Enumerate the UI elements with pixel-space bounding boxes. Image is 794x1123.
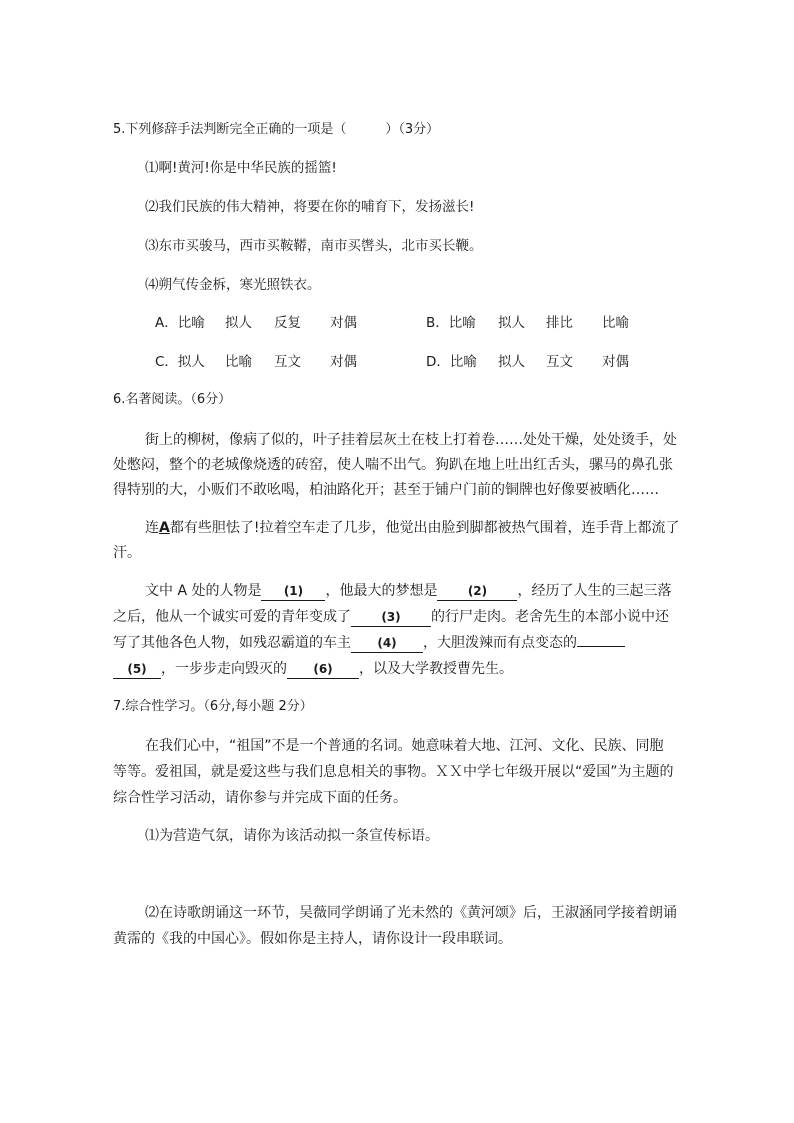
passage2-lead: 连: [145, 520, 159, 536]
fill-text-7: ，大胆泼辣而有点变态的: [423, 635, 577, 651]
option-a-1: A．比喻: [155, 315, 205, 331]
blank-5[interactable]: (5): [113, 661, 161, 679]
q5-item-4: ⑷朔气传金柝，寒光照铁衣。: [145, 277, 321, 293]
option-a-2: 拟人: [225, 315, 252, 331]
q6-passage-line-2: 处憋闷，整个的老城像烧透的砖窑，使人喘不出气。狗趴在地上吐出红舌头，骡马的鼻孔张: [113, 457, 673, 473]
option-c-3: 互文: [274, 354, 301, 370]
fill-text-8: ，一步步走向毁灭的: [161, 661, 287, 677]
q6-fill-line-3: [113, 633, 625, 653]
option-d-2: 拟人: [498, 354, 525, 370]
q6-passage2-line-2: 汗。: [113, 545, 141, 561]
q5-option-b[interactable]: [426, 313, 686, 333]
option-d-3: 互文: [546, 354, 573, 370]
q6-passage2-line-1: [145, 518, 679, 538]
q7-passage-line-1: 在我们心中，“祖国”不是一个普通的名词。她意味着大地、江河、文化、民族、同胞: [145, 738, 664, 754]
fill-text-2: ，他最大的梦想是: [325, 583, 438, 599]
q6-fill-line-4: [113, 659, 513, 679]
blank-5-lead[interactable]: [577, 646, 625, 647]
option-c-4: 对偶: [330, 354, 357, 370]
q5-option-a[interactable]: [155, 313, 415, 333]
blank-4[interactable]: (4): [351, 635, 423, 653]
blank-1[interactable]: (1): [261, 583, 325, 601]
q6-title: 6.名著阅读。（6分）: [113, 392, 232, 407]
option-b-4: 比喻: [602, 315, 629, 331]
option-d-4: 对偶: [602, 354, 629, 370]
q7-passage-line-2: 等等。爱祖国，就是爱这些与我们息息相关的事物。ＸＸ中学七年级开展以“爱国”为主题的: [113, 764, 674, 780]
blank-2[interactable]: (2): [437, 583, 517, 601]
q7-passage-line-3: 综合性学习活动，请你参与并完成下面的任务。: [113, 790, 407, 806]
q6-passage-line-3: 得特别的大，小贩们不敢吆喝，柏油路化开；甚至于铺户门前的铜牌也好像要被晒化……: [113, 482, 659, 498]
option-a-4: 对偶: [330, 315, 357, 331]
option-b-1: B．比喻: [426, 315, 476, 331]
q5-item-2: ⑵我们民族的伟大精神，将要在你的哺育下，发扬滋长!: [145, 199, 475, 215]
q7-title: 7.综合性学习。（6分,每小题 2分）: [113, 699, 313, 714]
option-b-2: 拟人: [498, 315, 525, 331]
q7-subquestion-2-line-1: ⑵在诗歌朗诵这一环节，吴薇同学朗诵了光未然的《黄河颂》后，王淑涵同学接着朗诵: [145, 905, 677, 921]
q6-fill-line-2: [113, 607, 669, 627]
q7-subquestion-2-line-2: 黄霈的《我的中国心》。假如你是主持人，请你设计一段串联词。: [113, 931, 512, 947]
option-a-3: 反复: [274, 315, 301, 331]
q5-item-3: ⑶东市买骏马，西市买鞍鞯，南市买辔头，北市买长鞭。: [145, 238, 483, 254]
option-d-1: D．比喻: [426, 354, 477, 370]
q6-passage-line-1: 街上的柳树，像病了似的，叶子挂着层灰土在枝上打着卷……处处干燥，处处烫手，处: [145, 432, 677, 448]
blank-6[interactable]: (6): [287, 661, 359, 679]
option-c-2: 比喻: [225, 354, 252, 370]
q5-item-1: ⑴啊!黄河!你是中华民族的摇篮!: [145, 160, 337, 176]
q5-option-c[interactable]: [155, 352, 415, 372]
fill-text-9: ，以及大学教授曹先生。: [359, 661, 513, 677]
q7-subquestion-1: ⑴为营造气氛，请你为该活动拟一条宣传标语。: [145, 828, 439, 844]
passage2-rest: 都有些胆怯了!拉着空车走了几步，他觉出由脸到脚都被热气围着，连手背上都流了: [169, 520, 680, 536]
option-c-1: C．拟人: [155, 354, 205, 370]
option-b-3: 排比: [546, 315, 573, 331]
marker-a: A: [159, 520, 170, 536]
blank-3[interactable]: (3): [351, 609, 431, 627]
fill-text-3: ，经历了人生的三起三落: [517, 583, 672, 599]
q5-title: 5.下列修辞手法判断完全正确的一项是（ ）（3分）: [113, 122, 440, 137]
fill-text-5: 的行尸走肉。老舍先生的本部小说中还: [431, 609, 669, 625]
fill-text-6: 写了其他各色人物，如残忍霸道的车主: [113, 635, 351, 651]
q6-fill-line-1: [145, 581, 671, 601]
fill-text-4: 之后，他从一个诚实可爱的青年变成了: [113, 609, 351, 625]
q5-option-d[interactable]: [426, 352, 686, 372]
fill-text-1: 文中 A 处的人物是: [145, 583, 262, 599]
